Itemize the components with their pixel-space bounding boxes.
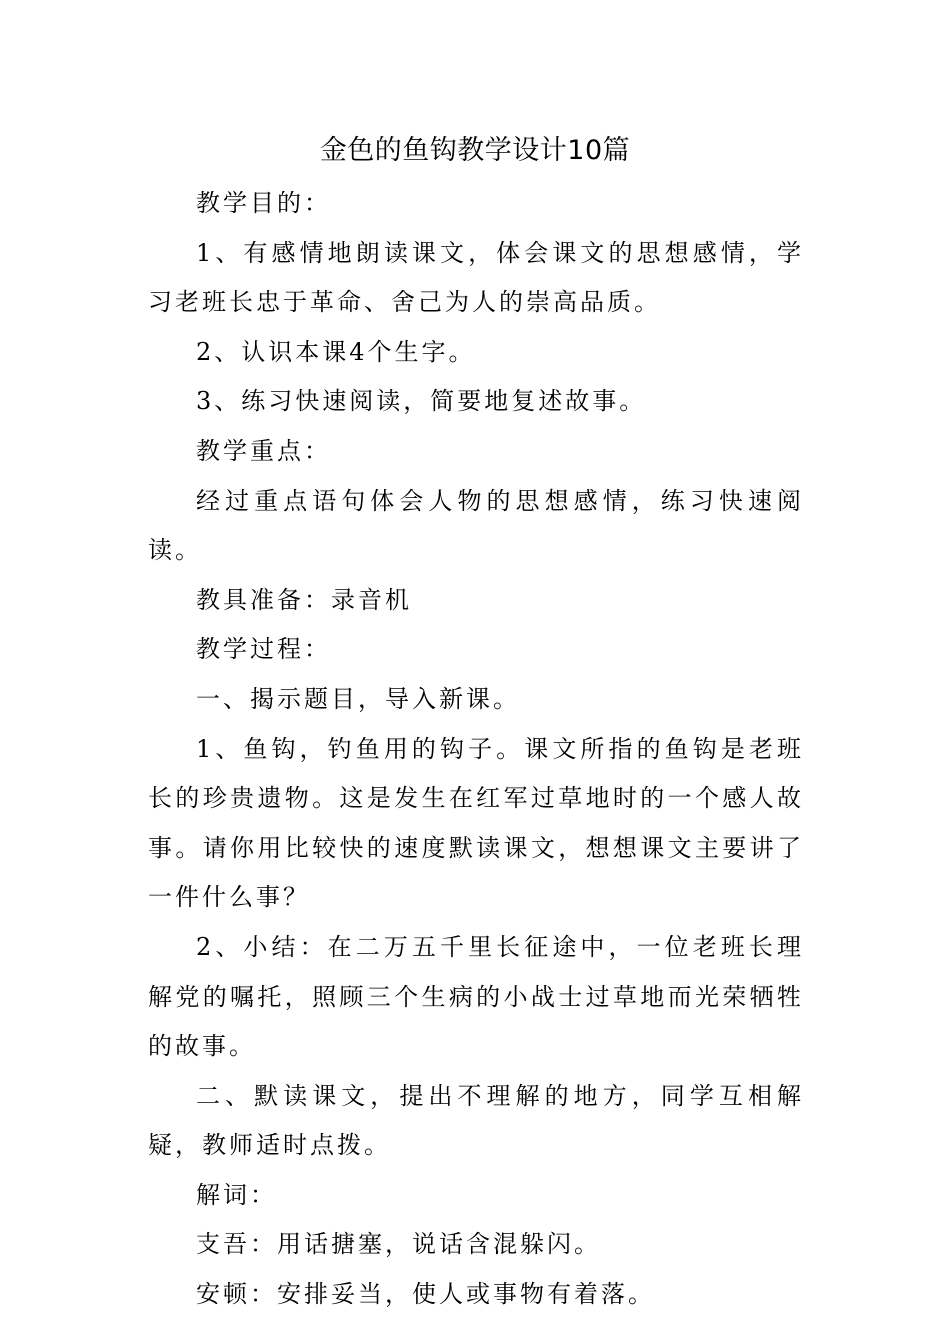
paragraph-objective-3: 3、练习快速阅读，简要地复述故事。 [196, 387, 647, 416]
paragraph-objectives-heading: 教学目的： [196, 189, 331, 217]
paragraph-key-points: 经过重点语句体会人物的思想感情，练习快速阅读。 [148, 486, 804, 565]
paragraph-vocabulary-heading: 解词： [196, 1180, 277, 1209]
paragraph-section-2: 二、默读课文，提出不理解的地方，同学互相解疑，教师适时点拨。 [148, 1081, 804, 1160]
document-title: 金色的鱼钩教学设计10篇 [319, 135, 631, 166]
paragraph-vocab-andun: 安顿：安排妥当，使人或事物有着落。 [196, 1280, 655, 1309]
paragraph-process-heading: 教学过程： [196, 635, 331, 664]
paragraph-teaching-aids: 教具准备：录音机 [196, 585, 412, 614]
paragraph-section-1-item-1: 1、鱼钩，钓鱼用的钩子。课文所指的鱼钩是老班长的珍贵遗物。这是发生在红军过草地时的一个感人故事。请你用比较快的速度默读课文，想想课文主要讲了一件什么事？ [148, 734, 804, 912]
paragraph-section-1: 一、揭示题目，导入新课。 [196, 684, 520, 713]
paragraph-key-points-heading: 教学重点： [196, 436, 331, 465]
document-body [148, 179, 804, 1320]
paragraph-section-1-item-2: 2、小结：在二万五千里长征途中，一位老班长理解党的嘱托，照顾三个生病的小战士过草地而光荣牺牲的故事。 [148, 932, 804, 1061]
paragraph-vocab-zhiwu: 支吾：用话搪塞，说话含混躲闪。 [196, 1230, 601, 1259]
paragraph-objective-1: 1、有感情地朗读课文，体会课文的思想感情，学习老班长忠于革命、舍己为人的崇高品质。 [148, 238, 804, 317]
paragraph-objective-2: 2、认识本课4个生字。 [196, 337, 476, 366]
